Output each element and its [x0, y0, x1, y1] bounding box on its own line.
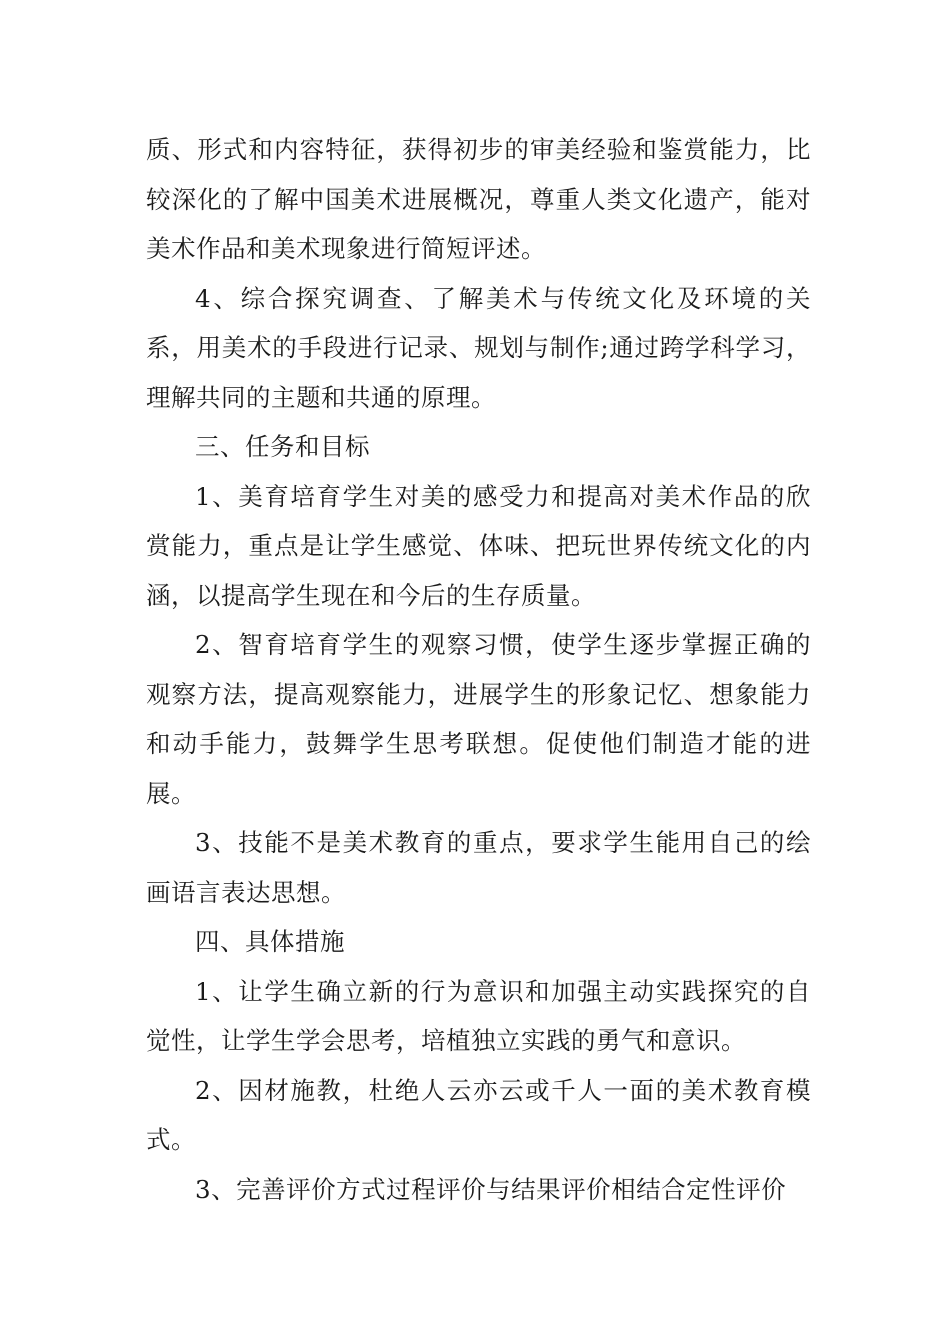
paragraph-measure-2: 2、因材施教，杜绝人云亦云或千人一面的美术教育模式。: [146, 1075, 811, 1154]
paragraph-item-4: 4、综合探究调查、了解美术与传统文化及环境的关系，用美术的手段进行记录、规划与制作;通过跨学科学习，理解共同的主题和共通的原理。: [146, 283, 811, 412]
paragraph-continuation: 质、形式和内容特征，获得初步的审美经验和鉴赏能力，比较深化的了解中国美术进展概况，尊重人类文化遗产，能对美术作品和美术现象进行简短评述。: [146, 135, 811, 263]
document-body: [146, 125, 811, 1214]
section-heading-tasks-goals: 三、任务和目标: [195, 432, 370, 461]
paragraph-skills: 3、技能不是美术教育的重点，要求学生能用自己的绘画语言表达思想。: [146, 828, 811, 907]
paragraph-measure-1: 1、让学生确立新的行为意识和加强主动实践探究的自觉性，让学生学会思考，培植独立实践的勇气和意识。: [146, 976, 811, 1055]
paragraph-measure-3: 3、完善评价方式过程评价与结果评价相结合定性评价: [195, 1174, 787, 1204]
section-heading-measures: 四、具体措施: [195, 927, 345, 956]
paragraph-aesthetic-education: 1、美育培育学生对美的感受力和提高对美术作品的欣赏能力，重点是让学生感觉、体味、把玩世界传统文化的内涵，以提高学生现在和今后的生存质量。: [146, 481, 811, 610]
paragraph-intellectual-education: 2、智育培育学生的观察习惯，使学生逐步掌握正确的观察方法，提高观察能力，进展学生的形象记忆、想象能力和动手能力，鼓舞学生思考联想。促使他们制造才能的进展。: [146, 630, 811, 808]
